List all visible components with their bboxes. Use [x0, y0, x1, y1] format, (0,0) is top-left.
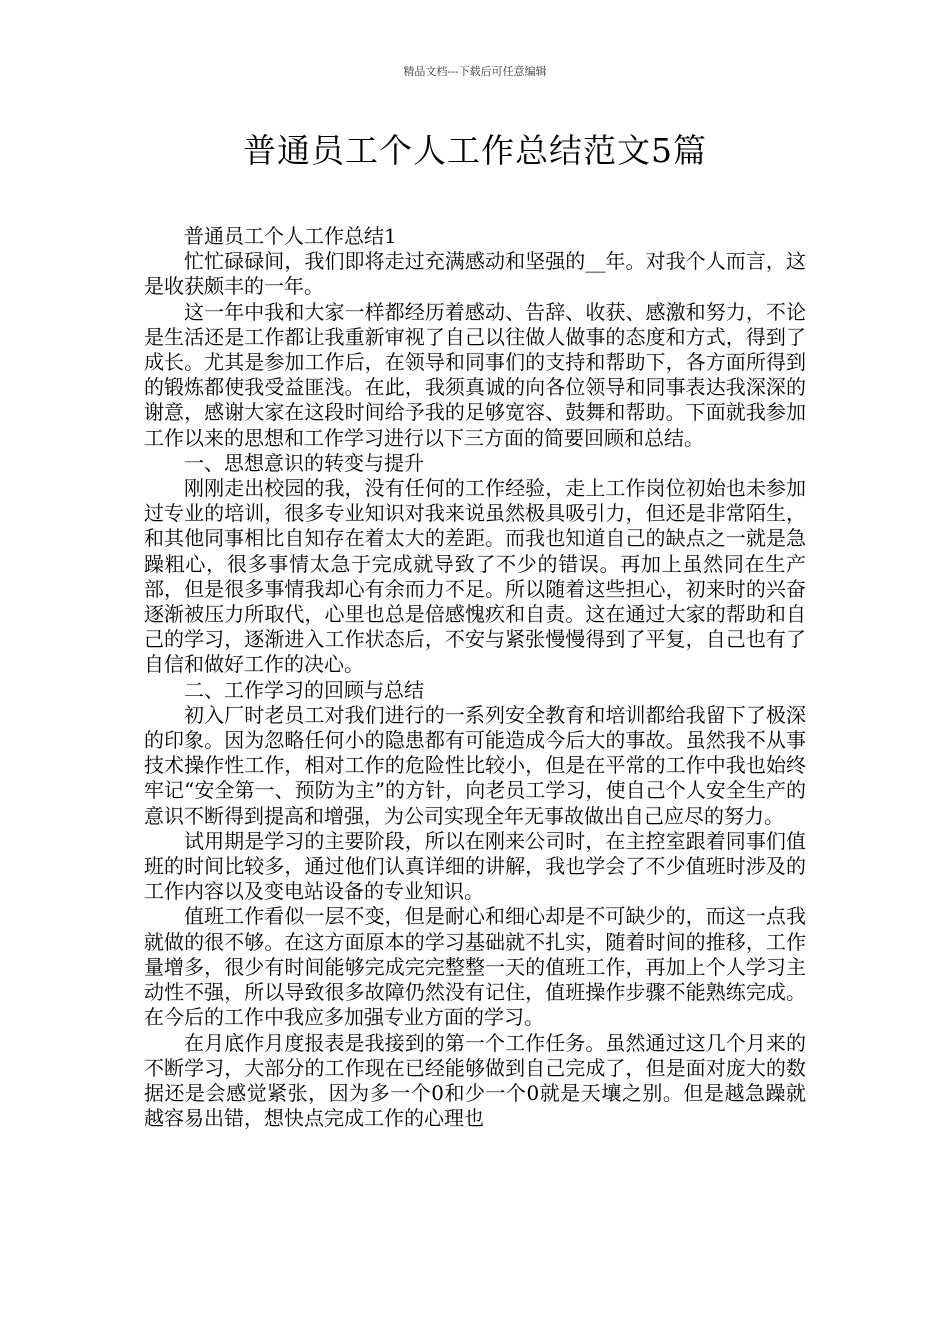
document-body [144, 224, 806, 1131]
section-heading: 普通员工个人工作总结1 [184, 224, 397, 248]
paragraph: 这一年中我和大家一样都经历着感动、告辞、收获、感激和努力，不论是生活还是工作都让我重新审视了自己以往做人做事的态度和方式，得到了成长。尤其是参加工作后，在领导和同事们的支持和帮助下，各方面所得到的锻炼都使我受益匪浅。在此，我须真诚的向各位领导和同事表达我深深的谢意，感谢大家在这段时间给予我的足够宽容、鼓舞和帮助。下面就我参加工作以来的思想和工作学习进行以下三方面的简要回顾和总结。 [144, 299, 806, 450]
paragraph: 刚刚走出校园的我，没有任何的工作经验，走上工作岗位初始也未参加过专业的培训，很多专业知识对我来说虽然极具吸引力，但还是非常陌生，和其他同事相比自知存在着太大的差距。而我也知道自己的缺点之一就是急躁粗心，很多事情太急于完成就导致了不少的错误。再加上虽然同在生产部，但是很多事情我却心有余而力不足。所以随着这些担心，初来时的兴奋逐渐被压力所取代，心里也总是倍感愧疚和自责。这在通过大家的帮助和自己的学习，逐渐进入工作状态后，不安与紧张慢慢得到了平复，自己也有了自信和做好工作的决心。 [144, 476, 806, 677]
paragraph: 忙忙碌碌间，我们即将走过充满感动和坚强的__年。对我个人而言，这是收获颇丰的一年。 [144, 249, 806, 299]
document-title: 普通员工个人工作总结范文5篇 [243, 131, 707, 170]
paragraph: 值班工作看似一层不变，但是耐心和细心却是不可缺少的，而这一点我就做的很不够。在这方面原本的学习基础就不扎实，随着时间的推移，工作量增多，很少有时间能够完成完完整整一天的值班工作，再加上个人学习主动性不强，所以导致很多故障仍然没有记住，值班操作步骤不能熟练完成。在今后的工作中我应多加强专业方面的学习。 [144, 904, 806, 1030]
header-note: 精品文档---下载后可任意编辑 [403, 65, 547, 78]
section-heading: 一、思想意识的转变与提升 [184, 450, 424, 475]
paragraph: 初入厂时老员工对我们进行的一系列安全教育和培训都给我留下了极深的印象。因为忽略任何小的隐患都有可能造成今后大的事故。虽然我不从事技术操作性工作，相对工作的危险性比较小，但是在平常的工作中我也始终牢记“安全第一、预防为主”的方针，向老员工学习，使自己个人安全生产的意识不断得到提高和增强，为公司实现全年无事故做出自己应尽的努力。 [144, 702, 806, 828]
paragraph: 在月底作月度报表是我接到的第一个工作任务。虽然通过这几个月来的不断学习，大部分的工作现在已经能够做到自己完成了，但是面对庞大的数据还是会感觉紧张，因为多一个0和少一个0就是天壤之别。但是越急躁就越容易出错，想快点完成工作的心理也 [144, 1030, 806, 1131]
section-heading: 二、工作学习的回顾与总结 [184, 677, 424, 702]
paragraph: 试用期是学习的主要阶段，所以在刚来公司时，在主控室跟着同事们值班的时间比较多，通过他们认真详细的讲解，我也学会了不少值班时涉及的工作内容以及变电站设备的专业知识。 [144, 828, 806, 904]
